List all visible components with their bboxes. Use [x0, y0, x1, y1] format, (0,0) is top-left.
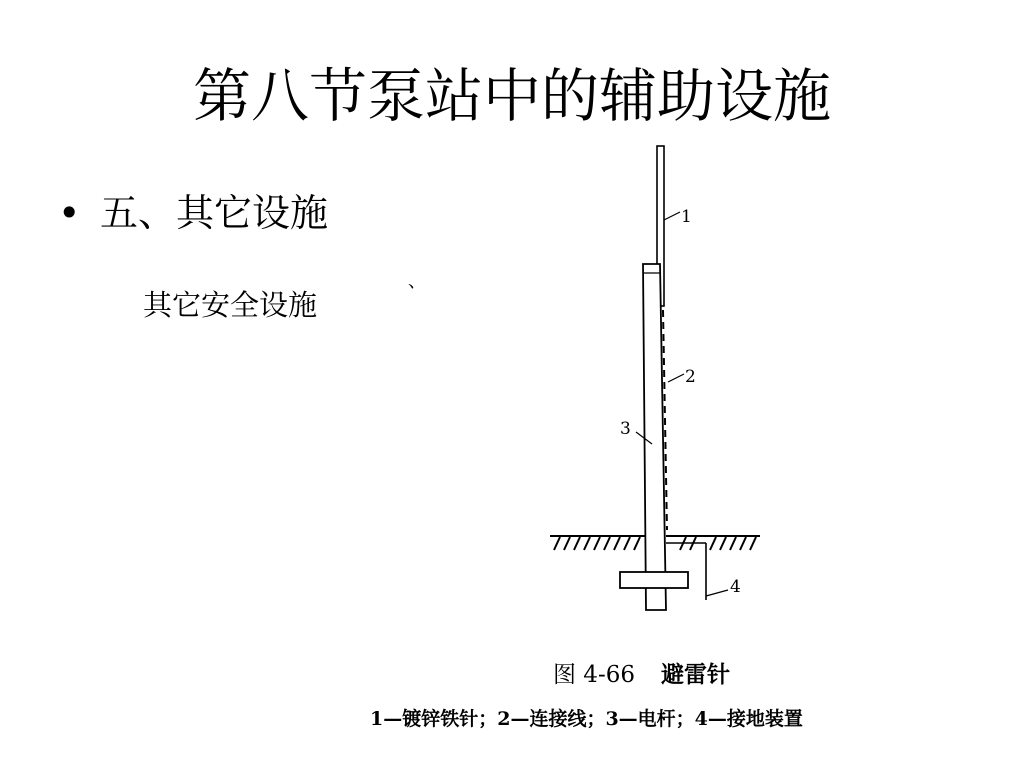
lightning-rod-drawing: [540, 140, 840, 640]
figure-title: 避雷针: [660, 661, 730, 688]
stray-punctuation-mark: 、: [408, 271, 426, 292]
figure-number: 图 4-66: [553, 662, 635, 688]
slide-title: 第八节泵站中的辅助设施: [192, 62, 831, 130]
leader-line-4: [706, 590, 728, 596]
pole-base-plate: [620, 572, 688, 588]
bullet-item: [58, 186, 328, 240]
leader-line-1: [664, 212, 680, 220]
leader-line-2: [668, 374, 684, 382]
label-4: 4: [730, 577, 741, 597]
subtext-safety-facilities: 其它安全设施: [143, 288, 318, 322]
label-1: 1: [681, 207, 692, 227]
label-2: 2: [685, 367, 696, 387]
label-3: 3: [620, 419, 631, 439]
figure-legend: 1—镀锌铁针；2—连接线；3—电杆；4—接地装置: [370, 708, 803, 730]
lightning-rod-diagram: [540, 140, 840, 640]
bullet-marker: •: [58, 191, 81, 235]
figure-caption: [553, 658, 730, 692]
bullet-text: 五、其它设施: [100, 191, 329, 235]
